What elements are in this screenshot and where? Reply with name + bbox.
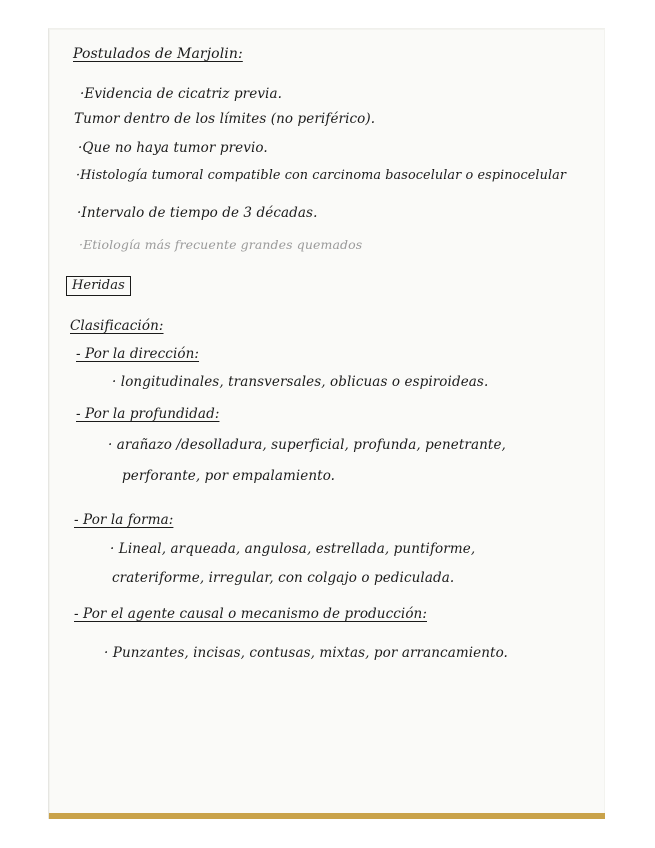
- group-line: perforante, por empalamiento.: [122, 468, 336, 484]
- group-line: · Lineal, arqueada, angulosa, estrellada, puntiforme,: [110, 541, 476, 557]
- group-heading-agent: - Por el agente causal o mecanismo de producción:: [74, 606, 427, 622]
- section-subtitle: Clasificación:: [70, 318, 164, 334]
- note-line: ·Que no haya tumor previo.: [78, 140, 268, 156]
- group-heading-direction: - Por la dirección:: [76, 346, 200, 362]
- section-title-marjolin: Postulados de Marjolin:: [73, 46, 243, 62]
- group-heading-shape: - Por la forma:: [74, 512, 174, 528]
- group-line: · arañazo /desolladura, superficial, profunda, penetrante,: [108, 437, 506, 453]
- section-title-heridas: [66, 276, 131, 296]
- note-line: ·Evidencia de cicatriz previa.: [80, 86, 283, 102]
- group-heading-depth: - Por la profundidad:: [76, 406, 220, 422]
- group-line: · longitudinales, transversales, oblicuas o espiroideas.: [112, 374, 489, 390]
- boxed-heading: Heridas: [66, 276, 131, 296]
- note-line: Tumor dentro de los límites (no periférico).: [74, 111, 376, 127]
- group-line: · Punzantes, incisas, contusas, mixtas, por arrancamiento.: [104, 645, 508, 661]
- group-line: crateriforme, irregular, con colgajo o pediculada.: [112, 570, 455, 586]
- note-line: ·Intervalo de tiempo de 3 décadas.: [77, 205, 318, 221]
- note-line: ·Histología tumoral compatible con carcinoma basocelular o espinocelular: [76, 168, 567, 183]
- faded-note-line: ·Etiología más frecuente grandes quemados: [79, 237, 363, 252]
